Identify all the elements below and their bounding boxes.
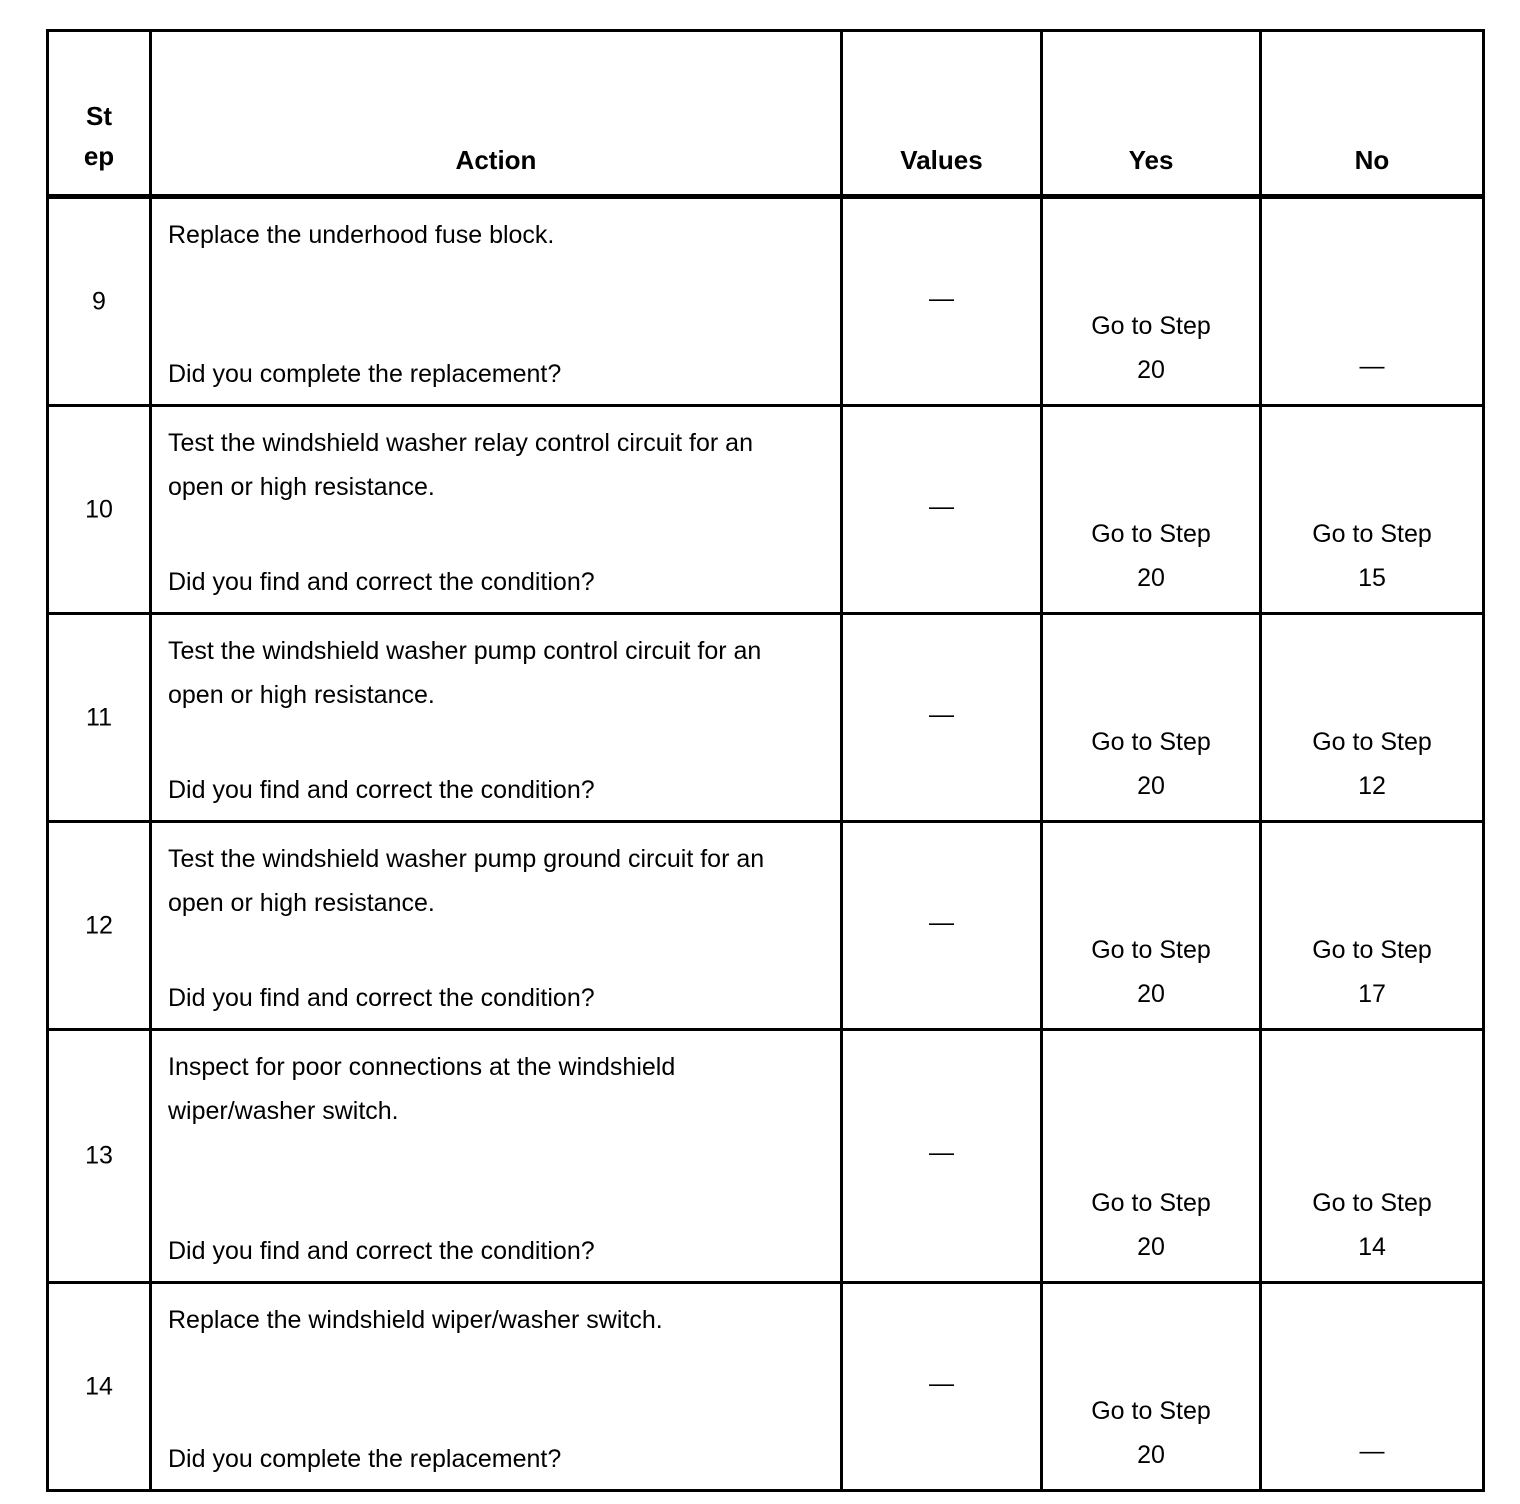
no-goto-step: 17 (1358, 980, 1386, 1008)
values-dash: — (929, 1369, 954, 1398)
action-instruction: Test the windshield washer relay control circuit for an open or high resistance. (168, 429, 753, 501)
action-instruction: Replace the underhood fuse block. (168, 221, 555, 249)
values-dash: — (929, 1138, 954, 1167)
diagnostic-table (46, 29, 1485, 1492)
no-goto-label: Go to Step (1312, 728, 1432, 756)
header-action: Action (151, 31, 842, 197)
no-goto-label: Go to Step (1312, 936, 1432, 964)
values-cell (842, 1030, 1042, 1283)
no-cell (1261, 197, 1484, 406)
header-step-line2: ep (83, 141, 115, 171)
no-dash: — (1359, 1437, 1385, 1465)
header-step-line1: St (86, 101, 112, 131)
action-question: Did you find and correct the condition? (168, 1237, 595, 1265)
no-goto-label: Go to Step (1312, 520, 1432, 548)
step-number-cell (48, 1030, 151, 1283)
table-row (48, 614, 1484, 822)
no-goto-label: Go to Step (1312, 1189, 1432, 1217)
values-cell (842, 822, 1042, 1030)
values-dash: — (929, 284, 954, 313)
yes-goto-step: 20 (1137, 1441, 1165, 1469)
step-number: 9 (92, 287, 106, 315)
yes-goto-label: Go to Step (1091, 728, 1211, 756)
table-row (48, 1030, 1484, 1283)
table-row (48, 822, 1484, 1030)
action-instruction: Replace the windshield wiper/washer switch. (168, 1306, 663, 1334)
table-row (48, 1283, 1484, 1491)
header-values: Values (842, 31, 1042, 197)
no-dash: — (1359, 352, 1385, 380)
yes-goto-step: 20 (1137, 1233, 1165, 1261)
header-yes: Yes (1042, 31, 1261, 197)
table-row (48, 197, 1484, 406)
table-row (48, 406, 1484, 614)
yes-cell (1042, 197, 1261, 406)
action-question: Did you find and correct the condition? (168, 984, 595, 1012)
values-cell (842, 1283, 1042, 1491)
values-dash: — (929, 492, 954, 521)
yes-goto-step: 20 (1137, 980, 1165, 1008)
no-goto-step: 15 (1358, 564, 1386, 592)
yes-cell (1042, 614, 1261, 822)
yes-cell (1042, 822, 1261, 1030)
values-dash: — (929, 908, 954, 937)
no-cell (1261, 1283, 1484, 1491)
step-number: 14 (85, 1372, 113, 1400)
step-number: 13 (85, 1141, 113, 1170)
values-cell (842, 197, 1042, 406)
no-cell (1261, 406, 1484, 614)
step-number-cell (48, 1283, 151, 1491)
yes-cell (1042, 1283, 1261, 1491)
action-instruction: Test the windshield washer pump control circuit for an open or high resistance. (168, 637, 762, 709)
yes-goto-label: Go to Step (1091, 1397, 1211, 1425)
values-dash: — (929, 700, 954, 729)
values-cell (842, 406, 1042, 614)
action-cell (151, 406, 842, 614)
no-goto-step: 12 (1358, 772, 1386, 800)
no-cell (1261, 1030, 1484, 1283)
action-cell (151, 614, 842, 822)
yes-goto-step: 20 (1137, 564, 1165, 592)
yes-cell (1042, 1030, 1261, 1283)
action-cell (151, 1030, 842, 1283)
header-no: No (1261, 31, 1484, 197)
action-cell (151, 1283, 842, 1491)
action-cell (151, 197, 842, 406)
yes-goto-step: 20 (1137, 772, 1165, 800)
step-number: 11 (86, 703, 112, 731)
yes-goto-label: Go to Step (1091, 1189, 1211, 1217)
step-number-cell (48, 614, 151, 822)
step-number-cell (48, 197, 151, 406)
values-cell (842, 614, 1042, 822)
yes-goto-label: Go to Step (1091, 520, 1211, 548)
no-goto-step: 14 (1358, 1233, 1386, 1261)
action-question: Did you find and correct the condition? (168, 776, 595, 804)
step-number-cell (48, 406, 151, 614)
header-step (48, 31, 151, 197)
no-cell (1261, 614, 1484, 822)
yes-goto-label: Go to Step (1091, 936, 1211, 964)
step-number: 12 (85, 911, 113, 939)
action-instruction: Test the windshield washer pump ground circuit for an open or high resistance. (168, 845, 765, 917)
yes-cell (1042, 406, 1261, 614)
yes-goto-label: Go to Step (1091, 312, 1211, 340)
step-number: 10 (85, 495, 113, 523)
yes-goto-step: 20 (1137, 356, 1165, 384)
step-number-cell (48, 822, 151, 1030)
action-question: Did you find and correct the condition? (168, 568, 595, 596)
header-row (48, 31, 1484, 197)
action-question: Did you complete the replacement? (168, 360, 562, 388)
no-cell (1261, 822, 1484, 1030)
action-question: Did you complete the replacement? (168, 1445, 562, 1473)
action-cell (151, 822, 842, 1030)
action-instruction: Inspect for poor connections at the windshield wiper/washer switch. (168, 1053, 676, 1125)
